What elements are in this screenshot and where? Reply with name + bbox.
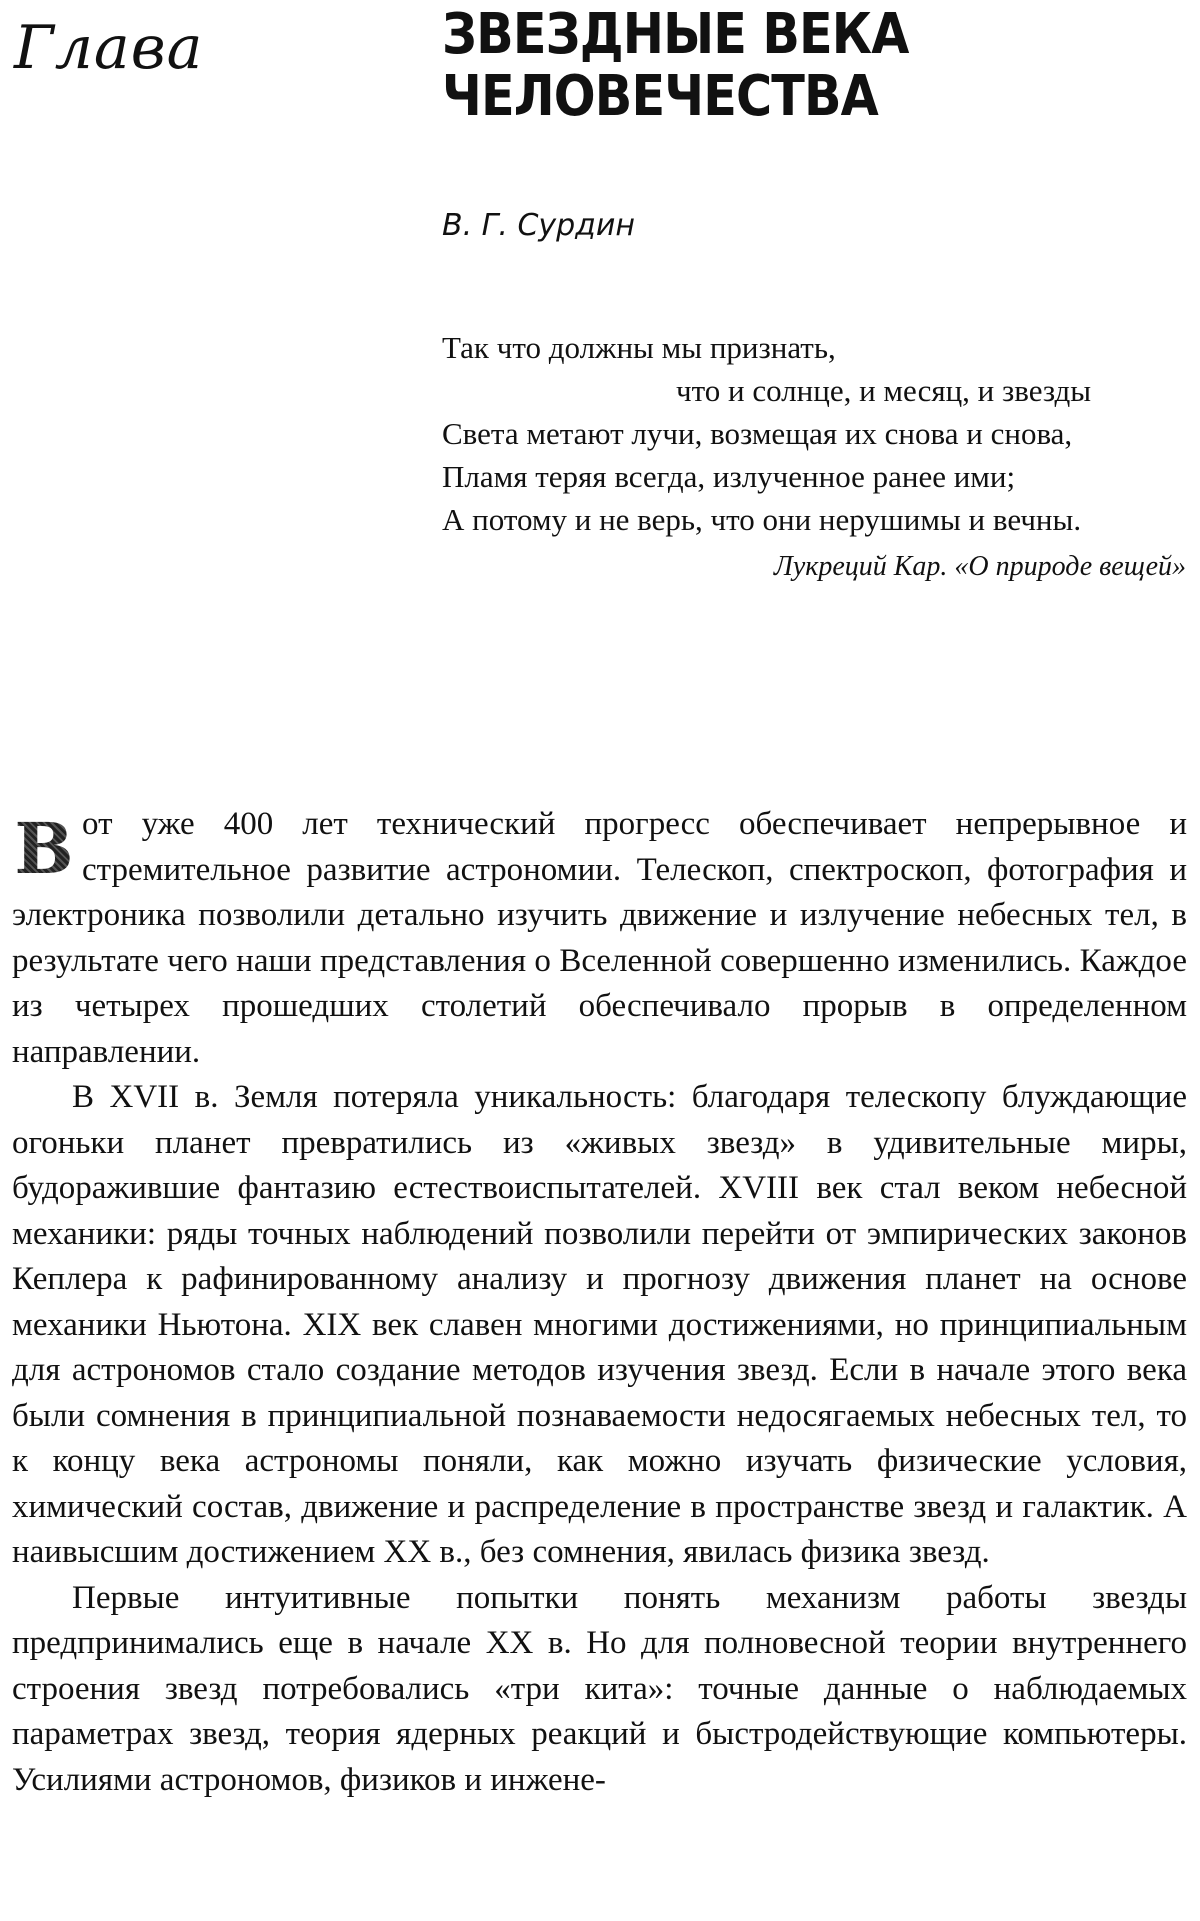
paragraph: Первые интуитивные попытки понять механизм работы звезды предпринимались еще в начале XX в. Но для полновесной теории внутреннего строения звезд потребовались «три кита»: точные данные о наблюдаемых параметрах звезд, теория ядерных реакций и быстродействующие компьютеры. Усилиями астрономов, физиков и инжене- bbox=[12, 1579, 1187, 1798]
drop-cap: В bbox=[12, 810, 76, 888]
epigraph-line: Света метают лучи, возмещая их снова и снова, bbox=[442, 416, 1073, 451]
body-text bbox=[12, 802, 1187, 1803]
epigraph bbox=[442, 326, 1190, 587]
epigraph-line: А потому и не верь, что они нерушимы и вечны. bbox=[442, 502, 1082, 537]
epigraph-source: Лукреций Кар. «О природе вещей» bbox=[773, 551, 1186, 582]
chapter-title bbox=[442, 4, 1058, 127]
paragraph-text: от уже 400 лет технический прогресс обеспечивает непрерывное и стремительное развитие астрономии. Телескоп, спектроскоп, фотография и электроника позволили детально изучить движение и излучение небесных тел, в результате чего наши представления о Вселенной совершенно изменились. Каждое из четырех прошедших столетий обеспечивало прорыв в определенном направлении. bbox=[12, 806, 1187, 1070]
epigraph-line: Так что должны мы признать, bbox=[442, 330, 836, 365]
chapter-title-line-2: ЧЕЛОВЕЧЕСТВА bbox=[442, 63, 878, 129]
epigraph-line: Пламя теряя всегда, излученное ранее ими; bbox=[442, 459, 1016, 494]
chapter-label: Глава bbox=[14, 13, 204, 83]
paragraph: В XVII в. Земля потеряла уникальность: благодаря телескопу блуждающие огоньки планет превратились из «живых звезд» в удивительные миры, будоражившие фантазию естествоиспытателей. XVIII век стал веком небесной механики: ряды точных наблюдений позволили перейти от эмпирических законов Кеплера к рафинированному анализу и прогнозу движения планет на основе механики Ньютона. XIX век славен многими достижениями, но принципиальным для астрономов стало создание методов изучения звезд. Если в начале этого века были сомнения в принципиальной познаваемости недосягаемых небесных тел, то к концу века астрономы поняли, как можно изучать физические условия, химический состав, движение и распределение в пространстве звезд и галактик. А наивысшим достижением XX в., без сомнения, явилась физика звезд. bbox=[12, 1079, 1187, 1570]
author-name: В. Г. Сурдин bbox=[442, 208, 636, 243]
paragraph bbox=[12, 802, 1187, 1075]
epigraph-line: что и солнце, и месяц, и звезды bbox=[676, 373, 1092, 408]
chapter-title-line-1: ЗВЕЗДНЫЕ ВЕКА bbox=[442, 2, 909, 67]
